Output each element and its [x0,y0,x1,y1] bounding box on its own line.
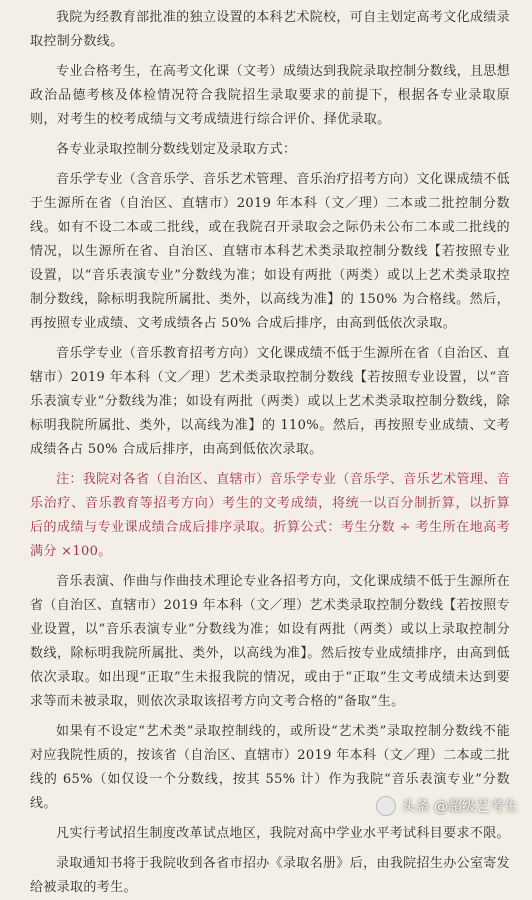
avatar-icon [376,796,396,816]
paragraph-reform-regions: 凡实行考试招生制度改革试点地区，我院对高中学业水平考试科目要求不限。 [56,826,510,841]
paragraph-admission-notice: 录取通知书将于我院收到各省市招办《录取名册》后，由我院招生办公室寄发给被录取的考生。 [30,856,510,895]
paragraph-performance-composition: 音乐表演、作曲与作曲技术理论专业各招考方向，文化课成绩不低于生源所在省（自治区、直辖市）2019 年本科（文／理）艺术类录取控制分数线【若按照专业设置，以“音乐表演专业”分数线为准；如设有两批（两类）或以上录取控制分数线，除标明我院所属批、类外，以高线为准】。然后按专业成绩排序，由高到低依次录取。如出现“正取”生未报我院的情况，或由于“正取”生文考成绩未达到要求等而未被录取，则依次录取该招考方向文考合格的“备取”生。 [30,574,510,709]
paragraph-music-education: 音乐学专业（音乐教育招考方向）文化课成绩不低于生源所在省（自治区、直辖市）2019 年本科（文／理）艺术类录取控制分数线【若按照专业设置，以“音乐表演专业”分数线为准；如设有两批（两类）或以上艺术类录取控制分数线，除标明我院所属批、类外，以高线为准】的 110%。然后，再按照专业成绩、文考成绩各占 50% 合成后排序，由高到低依次录取。 [30,346,510,457]
paragraph-section-heading: 各专业录取控制分数线划定及录取方式： [56,142,297,157]
watermark-text: 头条 @超级艺考生 [401,799,518,815]
paragraph-intro: 我院为经教育部批准的独立设置的本科艺术院校，可自主划定高考文化成绩录取控制分数线。 [30,10,510,49]
paragraph-no-art-line: 如果有不设定“艺术类”录取控制线的，或所设“艺术类”录取控制分数线不能对应我院性质的，按该省（自治区、直辖市）2019 年本科（文／理）二本或二批线的 65%（如仅设一个分数线，按其 55% 计）作为我院“音乐表演专业”分数线。 [30,724,510,811]
paragraph-musicology: 音乐学专业（含音乐学、音乐艺术管理、音乐治疗招考方向）文化课成绩不低于生源所在省（自治区、直辖市）2019 年本科（文／理）二本或二批控制分数线。如有不设二本或二批线，或在我院召开录取会之际仍未公布二本或二批线的情况，以生源所在省、自治区、直辖市本科艺术类录取控制分数线【若按照专业设置，以“音乐表演专业”分数线为准；如设有两批（两类）或以上艺术类录取控制分数线，除标明我院所属批、类外，以高线为准】的 150% 为合格线。然后，再按照专业成绩、文考成绩各占 50% 合成后排序，由高到低依次录取。 [30,172,510,331]
paragraph-admission-principle: 专业合格考生，在高考文化课（文考）成绩达到我院录取控制分数线，且思想政治品德考核及体检情况符合我院招生录取要求的前提下，根据各专业录取原则，对考生的校考成绩与文考成绩进行综合评价、择优录取。 [30,64,510,127]
paragraph-note: 注：我院对各省（自治区、直辖市）音乐学专业（音乐学、音乐艺术管理、音乐治疗、音乐教育等招考方向）考生的文考成绩，将统一以百分制折算，以折算后的成绩与专业课成绩合成后排序录取。折算公式：考生分数 ÷ 考生所在地高考满分 ×100。 [30,472,510,559]
watermark [376,796,518,816]
